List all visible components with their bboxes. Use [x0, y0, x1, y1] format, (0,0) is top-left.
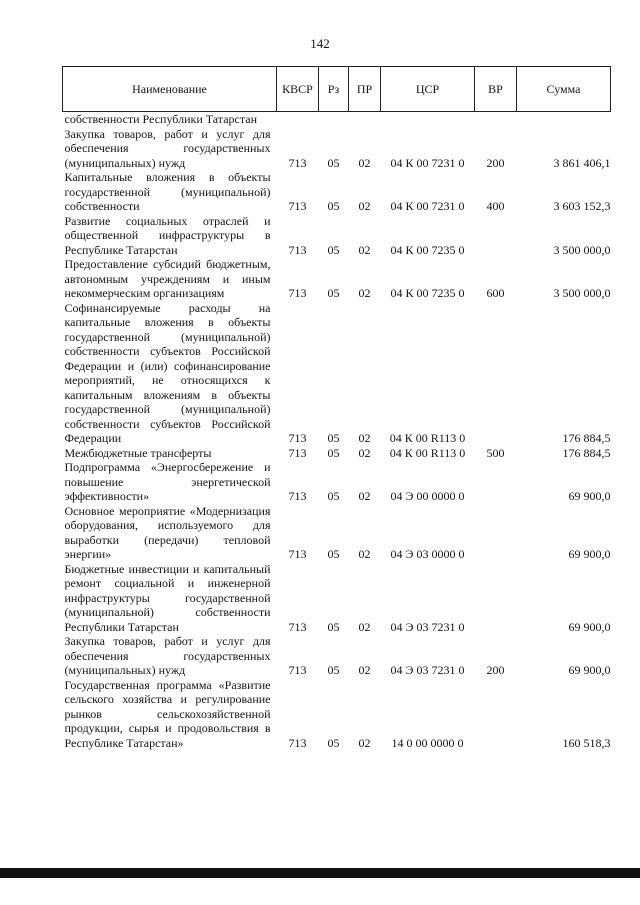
cell-csr: 04 К 00 7235 0: [390, 286, 465, 300]
table-row: [63, 460, 611, 504]
table-row: [63, 301, 611, 446]
cell-sum: 69 900,0: [568, 489, 611, 503]
cell-pr: 02: [358, 286, 371, 300]
cell-name: Основное мероприятие «Модернизация оборудования, используемого для выработки (передачи) тепловой энергии»: [64, 503, 271, 561]
cell-pr: 02: [358, 663, 371, 677]
scan-bottom-edge: [0, 868, 640, 878]
budget-table: [62, 66, 611, 750]
cell-name: Софинансируемые расходы на капитальные вложения в объекты государственной (муниципальной) собственности субъектов Российской Федерации и (или) софинансирование мероприятий, не относящихся к капитальным вложениям в объекты государственной (муниципальной) собственности субъектов Российской Федерации: [64, 300, 271, 445]
cell-sum: 69 900,0: [568, 619, 611, 634]
cell-sum: 176 884,5: [562, 431, 611, 445]
cell-pr: 02: [358, 445, 371, 460]
cell-kvsr: 713: [288, 619, 307, 634]
cell-name: собственности Республики Татарстан: [64, 112, 257, 126]
cell-kvsr: 713: [288, 489, 307, 503]
cell-vr: [475, 678, 517, 751]
cell-csr: 04 Э 03 7231 0: [390, 619, 465, 634]
cell-name: Капитальные вложения в объекты государственной (муниципальной) собственности: [64, 170, 271, 213]
cell-rz: 05: [327, 489, 340, 503]
cell-rz: 05: [327, 199, 340, 213]
cell-sum: [517, 112, 611, 127]
cell-rz: 05: [327, 735, 340, 750]
cell-name: Развитие социальных отраслей и общественной инфраструктуры в Республике Татарстан: [64, 213, 271, 257]
cell-name: Закупка товаров, работ и услуг для обеспечения государственных (муниципальных) нужд: [64, 126, 271, 170]
cell-sum: 3 500 000,0: [553, 242, 611, 257]
table-row: [63, 127, 611, 171]
cell-kvsr: [277, 112, 319, 127]
table-row: [63, 112, 611, 127]
cell-sum: 176 884,5: [562, 445, 611, 460]
header-csr: ЦСР: [381, 67, 475, 112]
cell-rz: 05: [327, 431, 340, 445]
cell-sum: 3 500 000,0: [553, 286, 611, 300]
cell-csr: 04 К 00 7231 0: [390, 199, 465, 213]
cell-vr: [475, 112, 517, 127]
cell-sum: 69 900,0: [568, 663, 611, 677]
cell-vr: 500: [486, 445, 505, 460]
cell-kvsr: 713: [288, 199, 307, 213]
cell-vr: 200: [486, 155, 505, 170]
cell-pr: 02: [358, 547, 371, 561]
cell-sum: 160 518,3: [562, 735, 611, 750]
cell-csr: 04 К 00 7231 0: [390, 155, 465, 170]
header-vr: ВР: [475, 67, 517, 112]
cell-csr: 04 Э 00 0000 0: [390, 489, 465, 503]
cell-rz: 05: [327, 445, 340, 460]
header-sum: Сумма: [517, 67, 611, 112]
cell-rz: 05: [327, 155, 340, 170]
cell-rz: 05: [327, 286, 340, 300]
cell-kvsr: 713: [288, 663, 307, 677]
cell-vr: [475, 504, 517, 562]
cell-kvsr: 713: [288, 445, 307, 460]
cell-name: Межбюджетные трансферты: [64, 445, 212, 460]
cell-sum: 3 603 152,3: [553, 199, 611, 213]
cell-vr: [475, 562, 517, 635]
table-row: [63, 562, 611, 635]
cell-kvsr: 713: [288, 155, 307, 170]
cell-csr: 04 К 00 R113 0: [389, 431, 466, 445]
header-name: Наименование: [63, 67, 277, 112]
table-row: [63, 678, 611, 751]
cell-rz: 05: [327, 547, 340, 561]
cell-vr: [475, 301, 517, 446]
cell-vr: 200: [486, 663, 505, 677]
table-row: [63, 257, 611, 301]
cell-rz: 05: [327, 663, 340, 677]
cell-csr: 04 Э 03 7231 0: [390, 663, 465, 677]
cell-kvsr: 713: [288, 547, 307, 561]
table-row: [63, 504, 611, 562]
cell-pr: 02: [358, 489, 371, 503]
cell-csr: 14 0 00 0000 0: [391, 735, 464, 750]
cell-pr: 02: [358, 431, 371, 445]
cell-name: Государственная программа «Развитие сельского хозяйства и регулирование рынков сельскохозяйственной продукции, сырья и продовольствия в Республике Татарстан»: [64, 677, 271, 750]
cell-csr: 04 Э 03 0000 0: [390, 547, 465, 561]
cell-pr: 02: [358, 242, 371, 257]
cell-rz: [319, 112, 349, 127]
cell-kvsr: 713: [288, 431, 307, 445]
cell-name: Предоставление субсидий бюджетным, автономным учреждениям и иным некоммерческим организациям: [64, 257, 271, 300]
page-number: 142: [310, 36, 330, 51]
cell-rz: 05: [327, 242, 340, 257]
cell-name: Закупка товаров, работ и услуг для обеспечения государственных (муниципальных) нужд: [64, 634, 271, 677]
cell-kvsr: 713: [288, 242, 307, 257]
cell-pr: [349, 112, 381, 127]
cell-name: Бюджетные инвестиции и капитальный ремонт социальной и инженерной инфраструктуры государственной (муниципальной) собственности Республики Татарстан: [64, 561, 271, 634]
cell-csr: [381, 112, 475, 127]
cell-name: Подпрограмма «Энергосбережение и повышение энергетической эффективности»: [64, 460, 271, 503]
table-header-row: [63, 67, 611, 112]
cell-kvsr: 713: [288, 286, 307, 300]
cell-vr: 400: [486, 199, 505, 213]
cell-pr: 02: [358, 199, 371, 213]
table-row: [63, 214, 611, 258]
cell-rz: 05: [327, 619, 340, 634]
header-pr: ПР: [349, 67, 381, 112]
budget-table-container: [62, 66, 610, 750]
cell-vr: [475, 214, 517, 258]
table-row: [63, 170, 611, 214]
cell-sum: 69 900,0: [568, 547, 611, 561]
cell-vr: 600: [486, 286, 505, 300]
cell-pr: 02: [358, 619, 371, 634]
cell-pr: 02: [358, 735, 371, 750]
table-row: [63, 634, 611, 678]
cell-sum: 3 861 406,1: [553, 155, 611, 170]
cell-pr: 02: [358, 155, 371, 170]
cell-csr: 04 К 00 R113 0: [389, 445, 466, 460]
header-kvsr: КВСР: [277, 67, 319, 112]
table-row: [63, 446, 611, 461]
cell-csr: 04 К 00 7235 0: [390, 242, 465, 257]
cell-vr: [475, 460, 517, 504]
header-rz: Рз: [319, 67, 349, 112]
cell-kvsr: 713: [288, 735, 307, 750]
